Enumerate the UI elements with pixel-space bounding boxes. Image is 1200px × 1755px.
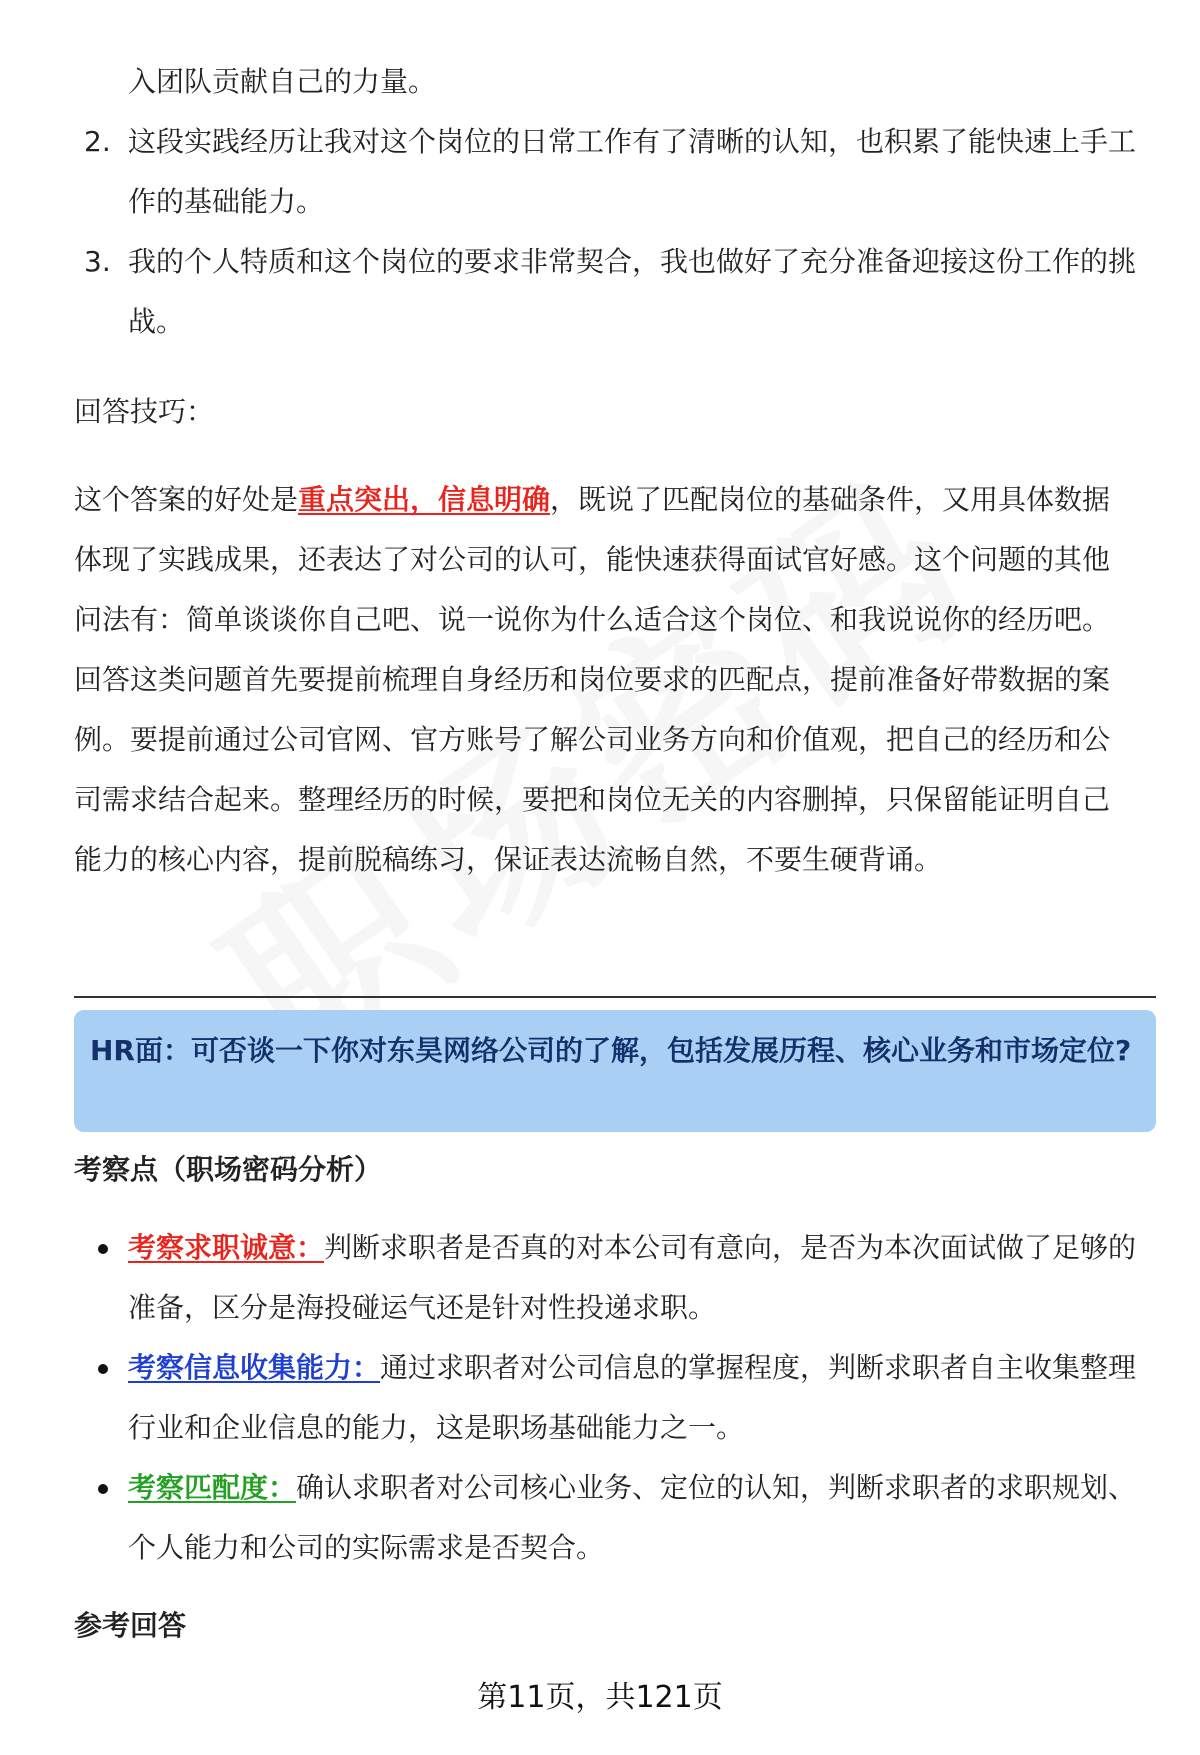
reference-heading: 参考回答: [74, 1609, 187, 1642]
list-item: [74, 52, 1154, 112]
list-number: 3.: [84, 245, 111, 278]
examine-point-text: 判断求职者是否真的对本公司有意向，是否为本次面试做了足够的准备，区分是海投碰运气还是针对性投递求职。: [128, 1231, 1137, 1324]
examine-point: [74, 1458, 1154, 1578]
examine-point-label: 考察匹配度：: [128, 1471, 297, 1504]
page-number: 第11页，共121页: [477, 1680, 723, 1715]
list-item: [74, 112, 1154, 232]
examine-point-label: 考察求职诚意：: [128, 1231, 325, 1264]
list-item-text: 我的个人特质和这个岗位的要求非常契合，我也做好了充分准备迎接这份工作的挑战。: [128, 245, 1137, 338]
examine-heading: 考察点（职场密码分析）: [74, 1153, 383, 1186]
tips-prefix: 这个答案的好处是: [74, 483, 299, 516]
list-item-text: 这段实践经历让我对这个岗位的日常工作有了清晰的认知，也积累了能快速上手工作的基础能力。: [128, 125, 1137, 218]
list-number: 2.: [84, 125, 111, 158]
tips-highlight: 重点突出，信息明确: [298, 483, 551, 516]
section-divider: [74, 996, 1156, 998]
examine-point-label: 考察信息收集能力：: [128, 1351, 381, 1384]
tips-rest: ，既说了匹配岗位的基础条件，又用具体数据体现了实践成果，还表达了对公司的认可，能快速获得面试官好感。这个问题的其他问法有：简单谈谈你自己吧、说一说你为什么适合这个岗位、和我说说你的经历吧。回答这类问题首先要提前梳理自身经历和岗位要求的匹配点，提前准备好带数据的案例。要提前通过公司官网、官方账号了解公司业务方向和价值观，把自己的经历和公司需求结合起来。整理经历的时候，要把和岗位无关的内容删掉，只保留能证明自己能力的核心内容，提前脱稿练习，保证表达流畅自然，不要生硬背诵。: [74, 483, 1111, 876]
list-item-text: 入团队贡献自己的力量。: [128, 65, 437, 98]
tips-heading: 回答技巧：: [74, 395, 215, 428]
examine-point-body: [128, 1458, 1154, 1578]
question-text: HR面：可否谈一下你对东昊网络公司的了解，包括发展历程、核心业务和市场定位?: [90, 1034, 1132, 1067]
examine-point-text: 确认求职者对公司核心业务、定位的认知，判断求职者的求职规划、个人能力和公司的实际需求是否契合。: [128, 1471, 1137, 1564]
bullet-icon: [98, 1484, 108, 1494]
bullet-icon: [98, 1364, 108, 1374]
examine-point: [74, 1338, 1154, 1458]
list-item: [74, 232, 1154, 352]
examine-point-body: [128, 1338, 1154, 1458]
examine-point-body: [128, 1218, 1154, 1338]
tips-paragraph: [74, 470, 1134, 890]
examine-point: [74, 1218, 1154, 1338]
bullet-icon: [98, 1244, 108, 1254]
question-box: [74, 1010, 1156, 1132]
examine-point-text: 通过求职者对公司信息的掌握程度，判断求职者自主收集整理行业和企业信息的能力，这是职场基础能力之一。: [128, 1351, 1137, 1444]
